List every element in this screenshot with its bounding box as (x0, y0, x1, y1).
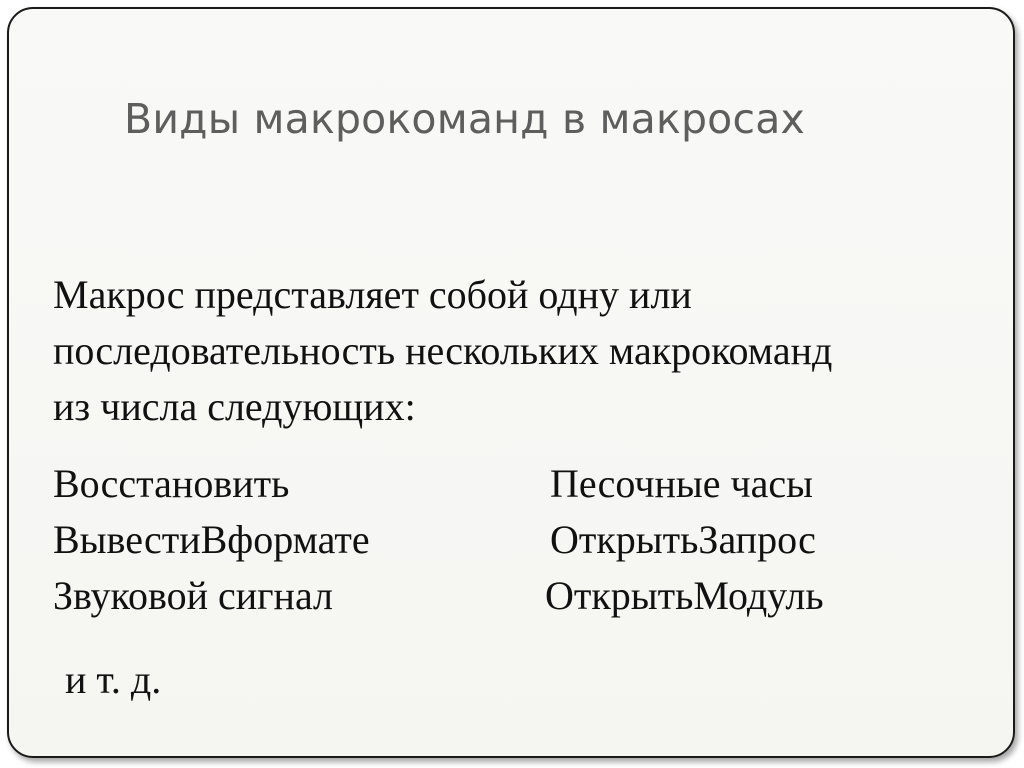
macro-item: Звуковой сигнал (53, 573, 334, 618)
intro-line: из числа следующих: (53, 384, 416, 429)
intro-line: Макрос представляет собой одну или (53, 272, 692, 317)
slide-title: Виды макрокоманд в макросах (124, 95, 805, 143)
macro-item: ВывестиВформате (53, 517, 370, 562)
macro-item: Песочные часы (550, 461, 814, 506)
macro-item: Восстановить (53, 461, 290, 506)
macro-item: ОткрытьЗапрос (550, 517, 816, 562)
macro-list-right (545, 456, 824, 624)
etc-note: и т. д. (65, 657, 162, 702)
intro-line: последовательность нескольких макрокоманд (53, 328, 833, 373)
macro-item: ОткрытьМодуль (545, 573, 824, 618)
macro-list-left (53, 456, 370, 624)
slide-frame (7, 7, 1015, 758)
intro-paragraph (53, 267, 993, 435)
